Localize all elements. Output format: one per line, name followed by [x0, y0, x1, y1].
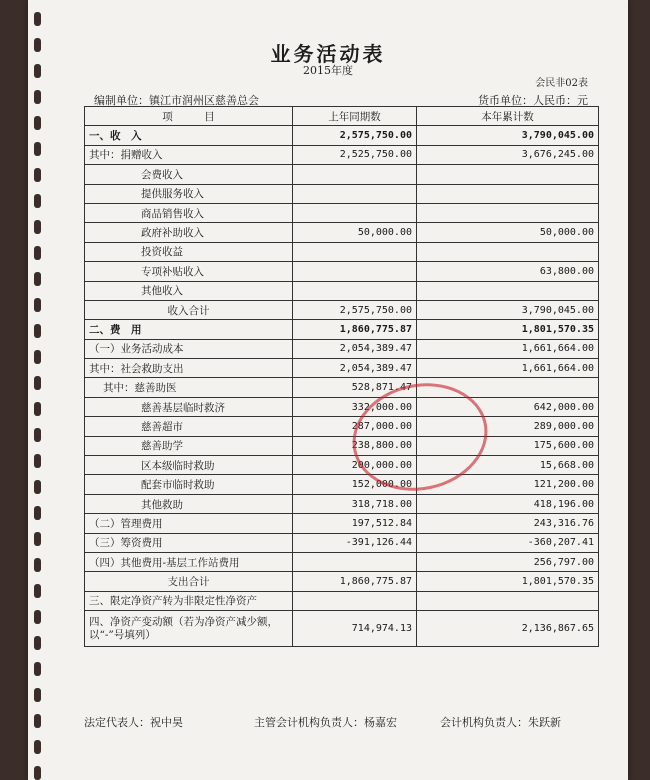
row-previous: 2,054,389.47	[293, 339, 417, 358]
row-previous: 1,860,775.87	[293, 320, 417, 339]
perforation-hole	[34, 454, 41, 468]
row-item: 其他收入	[85, 281, 293, 300]
table-row	[85, 262, 599, 281]
row-item: 一、收 入	[85, 126, 293, 145]
row-item: 慈善助学	[85, 436, 293, 455]
table-row	[85, 494, 599, 513]
row-previous: 332,000.00	[293, 397, 417, 416]
row-item: （四）其他费用-基层工作站费用	[85, 552, 293, 571]
row-item: 慈善超市	[85, 417, 293, 436]
row-previous: 238,800.00	[293, 436, 417, 455]
row-previous: 200,000.00	[293, 456, 417, 475]
row-previous: 528,871.47	[293, 378, 417, 397]
perforation-hole	[34, 90, 41, 104]
legal-representative: 法定代表人：祝中昊	[84, 716, 183, 729]
table-row	[85, 281, 599, 300]
row-previous	[293, 262, 417, 281]
perforation-hole	[34, 584, 41, 598]
row-current: 3,676,245.00	[417, 145, 599, 164]
currency-unit: 货币单位：人民币：元	[478, 94, 588, 107]
row-item: 专项补贴收入	[85, 262, 293, 281]
row-item: 其中：社会救助支出	[85, 359, 293, 378]
table-row	[85, 456, 599, 475]
row-item: 支出合计	[85, 572, 293, 591]
row-current	[417, 242, 599, 261]
document-title: 业务活动表	[270, 42, 386, 66]
table-row	[85, 203, 599, 222]
row-item: 其他救助	[85, 494, 293, 513]
perforation-hole	[34, 740, 41, 754]
perforation-hole	[34, 506, 41, 520]
row-current	[417, 281, 599, 300]
table-row	[85, 359, 599, 378]
row-item: 其中：捐赠收入	[85, 145, 293, 164]
row-previous	[293, 281, 417, 300]
row-previous	[293, 591, 417, 610]
row-current: 1,801,570.35	[417, 320, 599, 339]
table-row	[85, 591, 599, 610]
perforation-hole	[34, 376, 41, 390]
row-previous	[293, 203, 417, 222]
row-previous: 2,575,750.00	[293, 126, 417, 145]
row-current: 256,797.00	[417, 552, 599, 571]
row-item: 配套市临时救助	[85, 475, 293, 494]
row-current: -360,207.41	[417, 533, 599, 552]
perforation-hole	[34, 766, 41, 780]
row-current: 2,136,867.65	[417, 611, 599, 647]
perforation-hole	[34, 142, 41, 156]
perforation-hole	[34, 428, 41, 442]
perforation-hole	[34, 350, 41, 364]
perforation-hole	[34, 480, 41, 494]
row-current	[417, 184, 599, 203]
table-row	[85, 165, 599, 184]
perforation-hole	[34, 298, 41, 312]
perforation-hole	[34, 12, 41, 26]
row-item: （二）管理费用	[85, 514, 293, 533]
row-item: 区本级临时救助	[85, 456, 293, 475]
form-number: 会民非02表	[535, 78, 588, 89]
table-row	[85, 126, 599, 145]
row-current: 418,196.00	[417, 494, 599, 513]
row-previous: -391,126.44	[293, 533, 417, 552]
table-row	[85, 417, 599, 436]
fiscal-year: 2015年度	[303, 64, 353, 77]
row-current: 243,316.76	[417, 514, 599, 533]
table-row	[85, 475, 599, 494]
perforation-hole	[34, 532, 41, 546]
row-item: （三）筹资费用	[85, 533, 293, 552]
perforation-hole	[34, 688, 41, 702]
row-current: 175,600.00	[417, 436, 599, 455]
row-current: 63,800.00	[417, 262, 599, 281]
row-item: 商品销售收入	[85, 203, 293, 222]
perforation-hole	[34, 246, 41, 260]
perforation-hole	[34, 402, 41, 416]
row-item: （一）业务活动成本	[85, 339, 293, 358]
row-previous: 714,974.13	[293, 611, 417, 647]
perforation-hole	[34, 116, 41, 130]
perforation-hole	[34, 714, 41, 728]
activity-table	[84, 106, 599, 647]
table-row	[85, 145, 599, 164]
row-previous	[293, 552, 417, 571]
row-current	[417, 165, 599, 184]
perforation-hole	[34, 220, 41, 234]
row-previous: 50,000.00	[293, 223, 417, 242]
accounting-organization-head: 会计机构负责人：朱跃新	[440, 716, 561, 729]
row-item: 二、费 用	[85, 320, 293, 339]
table-row	[85, 339, 599, 358]
perforation-hole	[34, 558, 41, 572]
table-row	[85, 552, 599, 571]
column-header-current: 本年累计数	[417, 107, 599, 126]
compiling-unit: 编制单位：镇江市润州区慈善总会	[94, 94, 259, 107]
row-previous: 2,575,750.00	[293, 300, 417, 319]
accounting-supervisor: 主管会计机构负责人：杨嘉宏	[254, 716, 397, 729]
table-row	[85, 242, 599, 261]
row-previous: 287,000.00	[293, 417, 417, 436]
table-row	[85, 320, 599, 339]
row-item: 其中：慈善助医	[85, 378, 293, 397]
perforation-hole	[34, 272, 41, 286]
table-row	[85, 514, 599, 533]
perforation-hole	[34, 324, 41, 338]
perforation-hole	[34, 636, 41, 650]
table-row	[85, 223, 599, 242]
row-current: 3,790,045.00	[417, 126, 599, 145]
row-current: 642,000.00	[417, 397, 599, 416]
row-current: 1,801,570.35	[417, 572, 599, 591]
table-row	[85, 184, 599, 203]
column-header-previous: 上年同期数	[293, 107, 417, 126]
row-previous	[293, 165, 417, 184]
row-current: 3,790,045.00	[417, 300, 599, 319]
row-current: 121,200.00	[417, 475, 599, 494]
perforation-hole	[34, 168, 41, 182]
table-row	[85, 436, 599, 455]
row-item: 投资收益	[85, 242, 293, 261]
row-current: 1,661,664.00	[417, 359, 599, 378]
perforation-holes	[34, 0, 44, 780]
perforation-hole	[34, 194, 41, 208]
row-previous: 318,718.00	[293, 494, 417, 513]
document-paper	[28, 0, 628, 780]
row-item: 会费收入	[85, 165, 293, 184]
perforation-hole	[34, 662, 41, 676]
row-previous: 1,860,775.87	[293, 572, 417, 591]
table-row	[85, 397, 599, 416]
table-row	[85, 378, 599, 397]
row-item: 三、限定净资产转为非限定性净资产	[85, 591, 293, 610]
row-previous: 2,525,750.00	[293, 145, 417, 164]
table-header-row	[85, 107, 599, 126]
column-header-item: 项 目	[85, 107, 293, 126]
table-row	[85, 300, 599, 319]
row-item: 提供服务收入	[85, 184, 293, 203]
row-previous: 2,054,389.47	[293, 359, 417, 378]
row-item: 政府补助收入	[85, 223, 293, 242]
row-item: 四、净资产变动额（若为净资产减少额，以“-”号填列）	[85, 611, 293, 647]
row-current	[417, 203, 599, 222]
row-current: 15,668.00	[417, 456, 599, 475]
row-current: 1,661,664.00	[417, 339, 599, 358]
row-previous: 152,000.00	[293, 475, 417, 494]
row-current: 50,000.00	[417, 223, 599, 242]
row-item: 慈善基层临时救济	[85, 397, 293, 416]
row-previous: 197,512.84	[293, 514, 417, 533]
table-row	[85, 533, 599, 552]
row-item: 收入合计	[85, 300, 293, 319]
row-current	[417, 591, 599, 610]
table-row	[85, 611, 599, 647]
row-previous	[293, 242, 417, 261]
row-previous	[293, 184, 417, 203]
perforation-hole	[34, 610, 41, 624]
table-row	[85, 572, 599, 591]
row-current: 289,000.00	[417, 417, 599, 436]
